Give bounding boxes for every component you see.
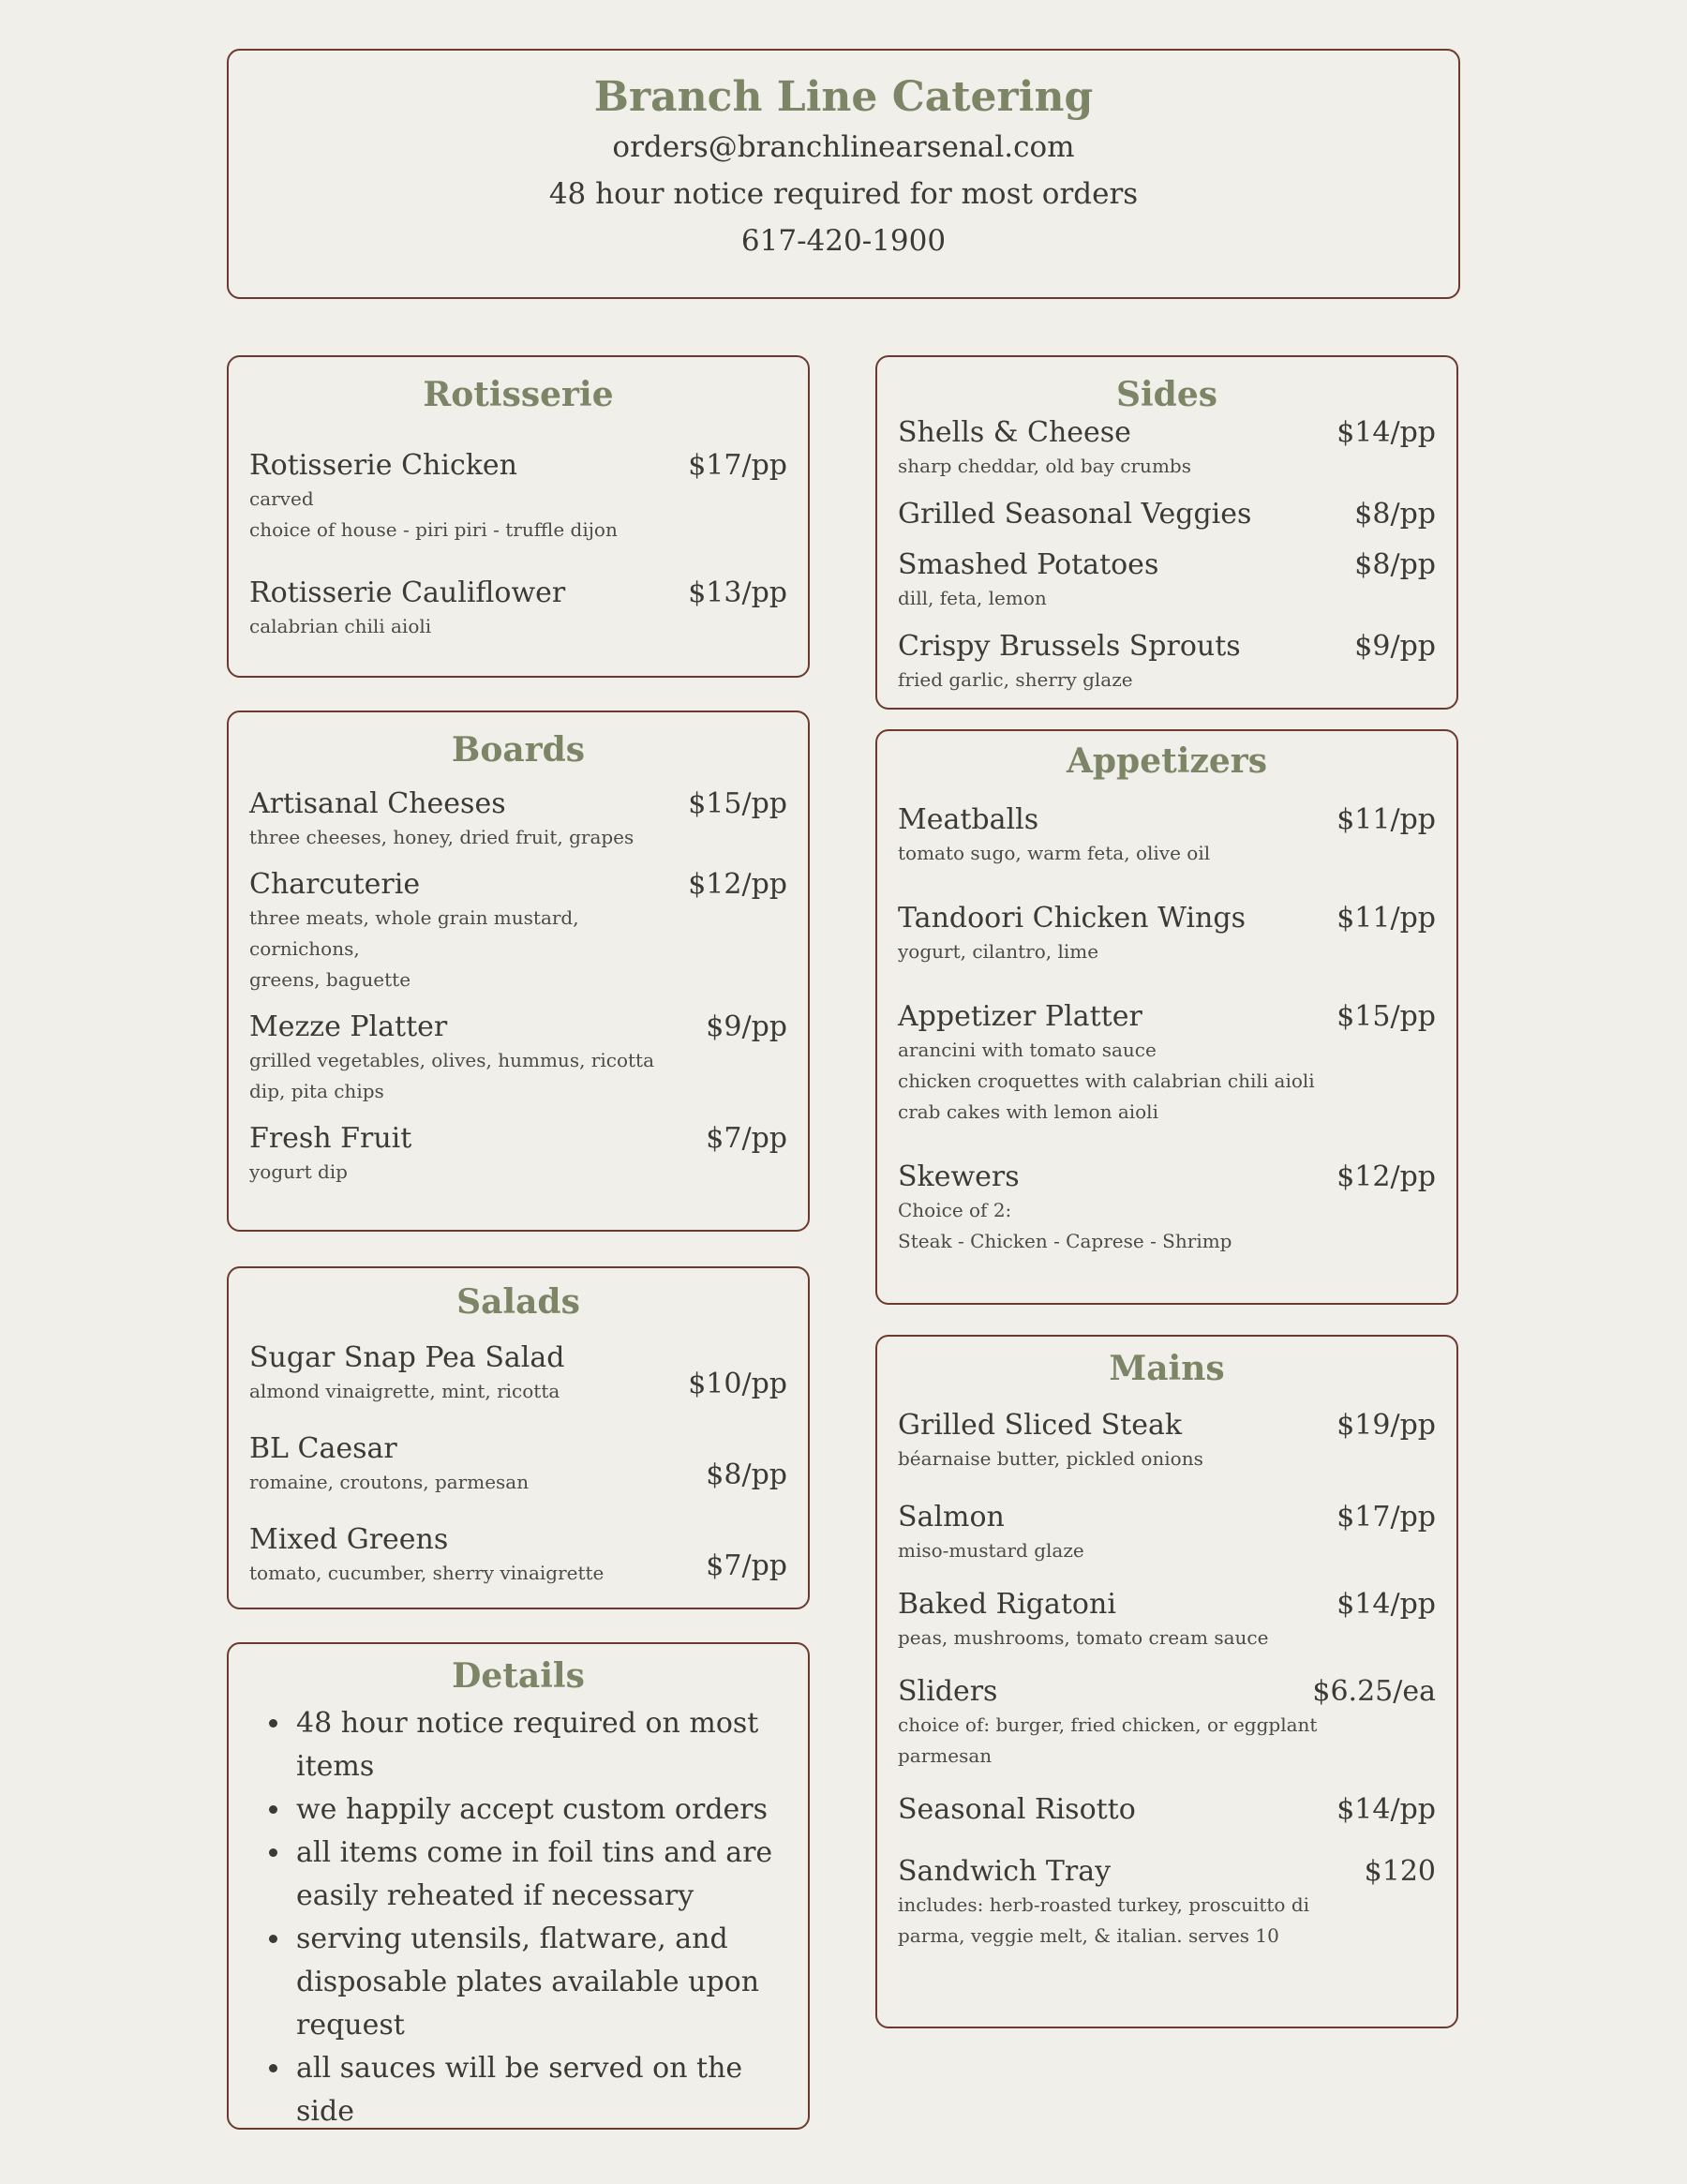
item-description: grilled vegetables, olives, hummus, ricotta dip, pita chips	[249, 1049, 654, 1102]
item-description: béarnaise butter, pickled onions	[898, 1447, 1203, 1470]
menu-item	[898, 1792, 1436, 1828]
menu-item	[249, 576, 787, 642]
section-title: Salads	[456, 1282, 580, 1322]
item-price: $13/pp	[688, 576, 787, 609]
contact-phone: 617-420-1900	[740, 224, 947, 258]
item-name: Rotisserie Chicken	[249, 449, 517, 482]
contact-email: orders@branchlinearsenal.com	[612, 130, 1075, 164]
section-title: Boards	[451, 730, 586, 770]
section-rotisserie	[227, 355, 810, 678]
item-price: $12/pp	[1336, 1160, 1436, 1193]
menu-item	[898, 901, 1436, 967]
item-price: $7/pp	[706, 1122, 787, 1155]
details-item: • 48 hour notice required on most items	[292, 1702, 787, 1788]
item-name: Baked Rigatoni	[898, 1588, 1116, 1621]
item-description: miso-mustard glaze	[898, 1539, 1084, 1562]
item-name: Sandwich Tray	[898, 1855, 1112, 1888]
item-price: $9/pp	[706, 1010, 787, 1043]
item-name: Mixed Greens	[249, 1523, 449, 1556]
notice-text: 48 hour notice required for most orders	[548, 177, 1139, 211]
section-title: Details	[452, 1656, 585, 1696]
section-appetizers	[875, 729, 1458, 1305]
item-name: Appetizer Platter	[898, 1000, 1142, 1033]
menu-item	[898, 1500, 1436, 1566]
item-description: dill, feta, lemon	[898, 587, 1047, 609]
item-price: $9/pp	[1354, 630, 1436, 663]
item-description: fried garlic, sherry glaze	[898, 668, 1133, 691]
item-price: $15/pp	[688, 787, 787, 820]
header-box	[227, 49, 1460, 299]
item-description: yogurt dip	[249, 1160, 348, 1183]
section-title: Rotisserie	[423, 375, 614, 414]
item-name: BL Caesar	[249, 1432, 397, 1465]
business-name: Branch Line Catering	[593, 73, 1094, 121]
menu-item	[249, 1340, 787, 1407]
item-price: $14/pp	[1336, 1588, 1436, 1621]
item-price: $10/pp	[688, 1368, 787, 1400]
item-description: tomato sugo, warm feta, olive oil	[898, 842, 1211, 864]
item-price: $12/pp	[688, 868, 787, 901]
section-salads	[227, 1266, 810, 1609]
section-details	[227, 1642, 810, 2130]
item-price: $17/pp	[1336, 1501, 1436, 1533]
section-title: Sides	[1115, 375, 1218, 414]
menu-item	[249, 786, 787, 853]
details-list	[238, 1702, 787, 2133]
menu-item	[898, 1587, 1436, 1653]
item-name: Smashed Potatoes	[898, 548, 1159, 581]
item-price: $11/pp	[1336, 902, 1436, 935]
menu-item	[898, 629, 1436, 696]
menu-item	[898, 1159, 1436, 1257]
item-name: Salmon	[898, 1501, 1005, 1533]
item-price: $15/pp	[1336, 1000, 1436, 1033]
item-name: Charcuterie	[249, 868, 421, 901]
item-description: carved choice of house - piri piri - truffle dijon	[249, 487, 618, 541]
details-item: • we happily accept custom orders	[292, 1788, 787, 1832]
item-name: Tandoori Chicken Wings	[898, 902, 1246, 935]
item-name: Rotisserie Cauliflower	[249, 576, 566, 609]
details-item: • serving utensils, flatware, and disposable plates available upon request	[292, 1918, 787, 2047]
item-price: $6.25/ea	[1312, 1675, 1436, 1708]
menu-item	[898, 547, 1436, 614]
item-name: Fresh Fruit	[249, 1122, 412, 1155]
section-title: Mains	[1109, 1349, 1225, 1388]
item-price: $8/pp	[1354, 548, 1436, 581]
item-description: Choice of 2: Steak - Chicken - Caprese - Shrimp	[898, 1199, 1232, 1252]
item-price: $17/pp	[688, 449, 787, 482]
item-price: $8/pp	[706, 1458, 787, 1491]
item-description: calabrian chili aioli	[249, 615, 432, 637]
menu-item	[249, 1431, 787, 1498]
item-name: Sugar Snap Pea Salad	[249, 1341, 565, 1374]
item-name: Sliders	[898, 1675, 998, 1708]
menu-item	[249, 1522, 787, 1589]
section-boards	[227, 711, 810, 1232]
item-price: $19/pp	[1336, 1409, 1436, 1442]
item-name: Grilled Sliced Steak	[898, 1409, 1183, 1442]
menu-item	[249, 448, 787, 546]
item-description: three cheeses, honey, dried fruit, grapes	[249, 826, 634, 848]
item-description: yogurt, cilantro, lime	[898, 940, 1099, 963]
item-price: $120	[1364, 1855, 1436, 1888]
item-description: tomato, cucumber, sherry vinaigrette	[249, 1562, 605, 1584]
item-description: almond vinaigrette, mint, ricotta	[249, 1380, 560, 1402]
item-name: Meatballs	[898, 803, 1039, 836]
item-description: includes: herb-roasted turkey, proscuitto di parma, veggie melt, & italian. serves 10	[898, 1893, 1310, 1947]
item-name: Shells & Cheese	[898, 416, 1131, 449]
item-description: romaine, croutons, parmesan	[249, 1471, 530, 1493]
item-price: $7/pp	[706, 1549, 787, 1582]
menu-item	[249, 1121, 787, 1188]
menu-item	[898, 497, 1436, 532]
menu-item	[898, 999, 1436, 1128]
menu-item	[898, 1408, 1436, 1474]
item-price: $14/pp	[1336, 416, 1436, 449]
details-item: • all items come in foil tins and are easily reheated if necessary	[292, 1832, 787, 1918]
item-price: $8/pp	[1354, 498, 1436, 531]
item-price: $11/pp	[1336, 803, 1436, 836]
menu-item	[249, 1010, 787, 1107]
item-name: Mezze Platter	[249, 1010, 448, 1043]
menu-item	[249, 867, 787, 995]
item-description: three meats, whole grain mustard, cornichons, greens, baguette	[249, 906, 579, 991]
details-item: • all sauces will be served on the side	[292, 2047, 787, 2133]
menu-item	[898, 802, 1436, 869]
section-mains	[875, 1335, 1458, 2028]
item-name: Seasonal Risotto	[898, 1793, 1136, 1826]
item-name: Skewers	[898, 1160, 1020, 1193]
item-description: arancini with tomato sauce chicken croquettes with calabrian chili aioli crab cakes with lemon aioli	[898, 1039, 1315, 1123]
item-description: sharp cheddar, old bay crumbs	[898, 455, 1191, 477]
item-name: Artisanal Cheeses	[249, 787, 506, 820]
item-name: Grilled Seasonal Veggies	[898, 498, 1252, 531]
menu-item	[898, 1674, 1436, 1772]
item-description: choice of: burger, fried chicken, or eggplant parmesan	[898, 1713, 1318, 1767]
menu-item	[898, 1854, 1436, 1952]
item-price: $14/pp	[1336, 1793, 1436, 1826]
item-description: peas, mushrooms, tomato cream sauce	[898, 1626, 1269, 1649]
section-sides	[875, 355, 1458, 710]
section-title: Appetizers	[1066, 741, 1268, 781]
item-name: Crispy Brussels Sprouts	[898, 630, 1241, 663]
menu-item	[898, 415, 1436, 482]
